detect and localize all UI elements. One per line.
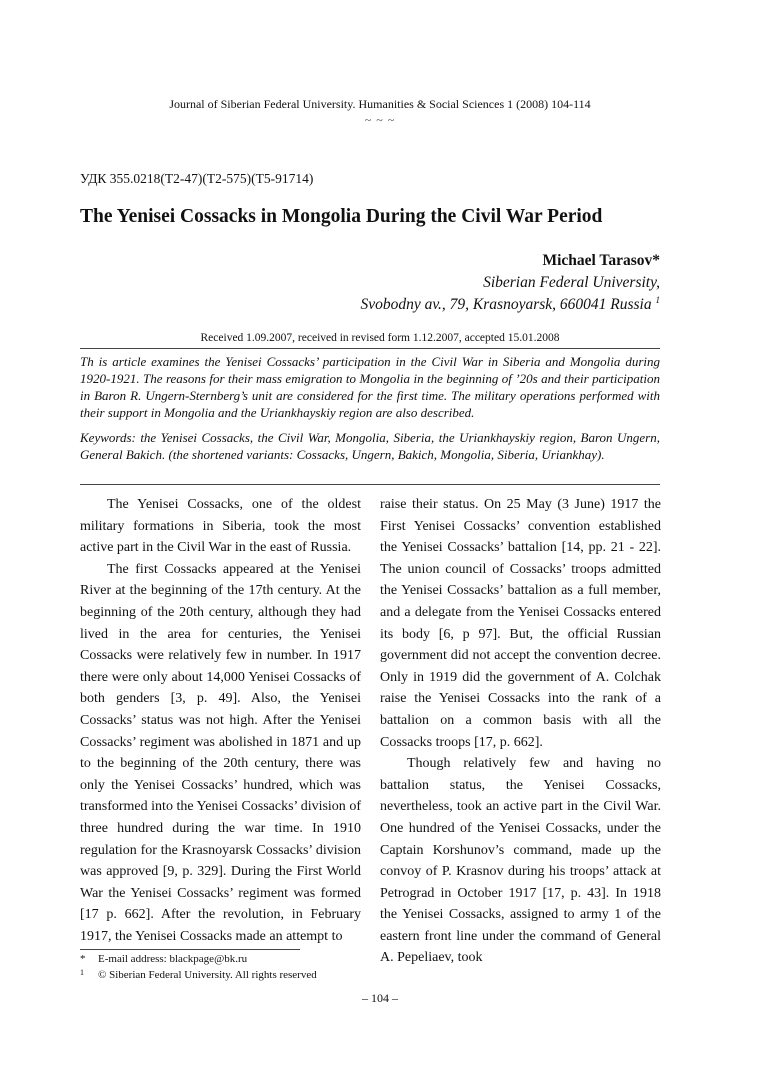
footnote-text: E-mail address: blackpage@bk.ru	[98, 953, 248, 965]
body-column-right	[380, 494, 661, 969]
author-affiliation: Siberian Federal University,	[483, 274, 660, 291]
footnote	[80, 966, 317, 982]
udk-code: УДК 355.0218(Т2-47)(Т2-575)(Т5-91714)	[80, 171, 314, 186]
author-block	[360, 250, 660, 316]
article-title: The Yenisei Cossacks in Mongolia During the Civil War Period	[80, 206, 603, 227]
author-address-line	[360, 294, 660, 316]
footnote	[80, 953, 247, 966]
footnote-rule	[80, 949, 300, 950]
keywords: Keywords: the Yenisei Cossacks, the Civil War, Mongolia, Siberia, the Uriankhayskiy region, Baron Ungern, General Bakich. (the shortened variants: Cossacks, Ungern, Bakich, Mongolia, Siberia, Uriankhay).	[80, 430, 660, 462]
received-dates: Received 1.09.2007, received in revised form 1.12.2007, accepted 15.01.2008	[200, 332, 560, 344]
footnote-mark: 1	[80, 968, 84, 977]
body-paragraph: Though relatively few and having no battalion status, the Yenisei Cossacks, nevertheless, took an active part in the Civil War. One hundred of the Yenisei Cossacks, under the Captain Korshunov’s command, made up the convoy of P. Krasnov during his troops’ attack at Petrograd in October 1917 [17, p. 43]. In 1918 the Yenisei Cossacks, assigned to army 1 of the eastern front line under the command of General A. Pepeliaev, took	[380, 756, 661, 966]
footnote-mark: *	[80, 953, 86, 965]
footnote-text: © Siberian Federal University. All rights reserved	[98, 969, 317, 981]
header-separator: ~ ~ ~	[364, 113, 396, 127]
author-address: Svobodny av., 79, Krasnoyarsk, 660041 Russia	[360, 296, 652, 313]
abstract: Th is article examines the Yenisei Cossacks’ participation in the Civil War in Siberia and Mongolia during 1920-1921. The reasons for their mass emigration to Mongolia in the beginning of ’20s and their participation in Baron R. Ungern-Sternberg’s unit are considered for the first time. The military operations performed with their support in Mongolia and the Uriankhayskiy region are also described.	[80, 354, 660, 420]
body-paragraph: The first Cossacks appeared at the Yenisei River at the beginning of the 17th century. At the beginning of the 20th century, although they had lived in the area for centuries, the Yenisei Cossacks were relatively few in number. In 1917 there were only about 14,000 Yenisei Cossacks of both genders [3, p. 49]. Also, the Yenisei Cossacks’ status was not high. After the Yenisei Cossacks’ regiment was abolished in 1871 and up to the beginning of the 20th century, there was only the Yenisei Cossacks’ hundred, which was transformed into the Yenisei Cossacks’ division of three hundred during the war time. In 1910 regulation for the Krasnoyarsk Cossacks’ division was approved [9, p. 329]. During the First World War the Yenisei Cossacks’ regiment was formed [17 p. 662]. After the revolution, in February 1917, the Yenisei Cossacks made an attempt to	[80, 561, 361, 944]
journal-header: Journal of Siberian Federal University. Humanities & Social Sciences 1 (2008) 104-114	[169, 97, 591, 111]
body-paragraph: The Yenisei Cossacks, one of the oldest military formations in Siberia, took the most active part in the Civil War in the east of Russia.	[80, 497, 361, 556]
body-paragraph: raise their status. On 25 May (3 June) 1917 the First Yenisei Cossacks’ convention established the Yenisei Cossacks’ battalion [14, pp. 21 - 22]. The union council of Cossacks’ troops admitted the Yenisei Cossacks’ battalion as a full member, and a delegate from the Yenisei Cossacks entered its body [6, p 97]. But, the official Russian government did not accept the convention decree. Only in 1919 did the government of A. Colchak raise the Yenisei Cossacks into the rank of a battalion on a common basis with all the Cossacks troops [17, p. 662].	[380, 497, 661, 750]
body-column-left	[80, 494, 361, 947]
abstract-bottom-rule	[80, 484, 660, 485]
abstract-top-rule	[80, 348, 660, 349]
author-name: Michael Tarasov*	[542, 252, 660, 269]
affiliation-mark: 1	[655, 295, 660, 305]
page-number: – 104 –	[362, 991, 398, 1005]
